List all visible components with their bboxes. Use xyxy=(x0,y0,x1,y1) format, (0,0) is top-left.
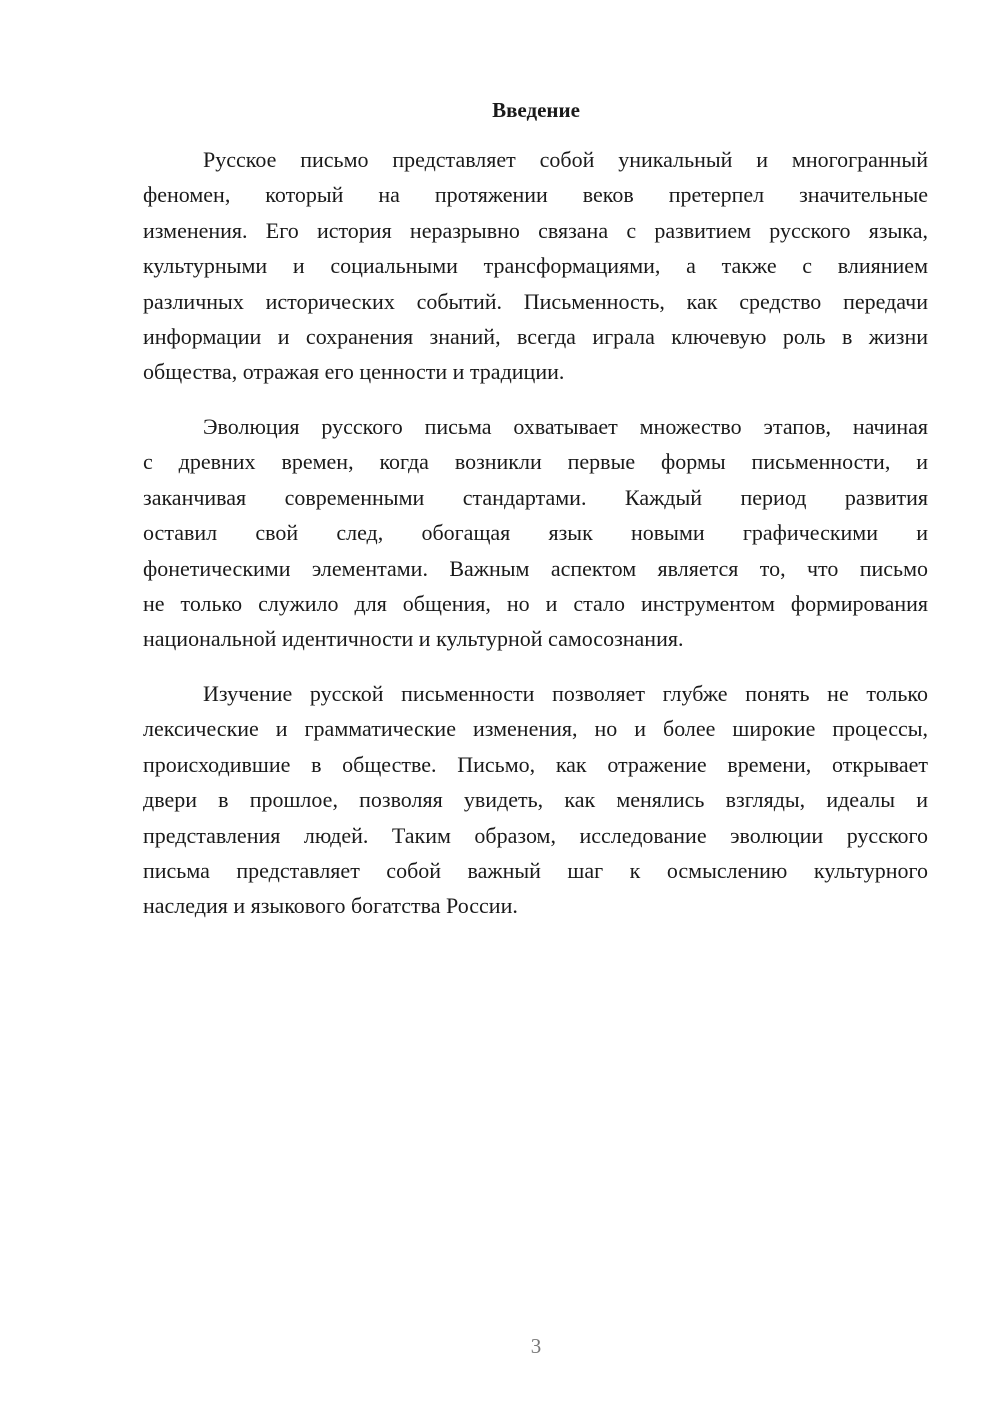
text-line: национальной идентичности и культурной самосознания. xyxy=(143,626,684,652)
paragraph-3 xyxy=(143,676,928,924)
text-line: Русское письмо представляет собой уникальный и многогранный xyxy=(203,147,928,172)
text-line: феномен, который на протяжении веков претерпел значительные xyxy=(143,182,928,208)
section-heading: Введение xyxy=(492,98,580,122)
text-line: заканчивая современными стандартами. Каждый период развития xyxy=(143,484,928,510)
text-line: различных исторических событий. Письменность, как средство передачи xyxy=(143,288,928,314)
text-line: представления людей. Таким образом, исследование эволюции русского xyxy=(143,822,928,848)
text-line: Эволюция русского письма охватывает множество этапов, начиная xyxy=(203,414,928,439)
text-line: Изучение русской письменности позволяет глубже понять не только xyxy=(203,681,928,706)
text-line: фонетическими элементами. Важным аспектом является то, что письмо xyxy=(143,555,928,581)
text-line: не только служило для общения, но и стало инструментом формирования xyxy=(143,590,928,616)
text-line: информации и сохранения знаний, всегда играла ключевую роль в жизни xyxy=(143,323,928,349)
text-line: оставил свой след, обогащая язык новыми графическими и xyxy=(143,520,928,546)
page-number: 3 xyxy=(530,1334,542,1358)
paragraph-1 xyxy=(143,142,928,390)
text-line: происходившие в обществе. Письмо, как отражение времени, открывает xyxy=(143,751,928,777)
text-line: наследия и языкового богатства России. xyxy=(143,893,518,919)
text-line: лексические и грамматические изменения, но и более широкие процессы, xyxy=(143,716,928,742)
text-line: общества, отражая его ценности и традиции. xyxy=(143,359,565,385)
text-line: культурными и социальными трансформациями, а также с влиянием xyxy=(143,253,928,279)
text-line: письма представляет собой важный шаг к осмыслению культурного xyxy=(143,857,928,883)
text-line: с древних времен, когда возникли первые формы письменности, и xyxy=(143,449,928,475)
text-line: двери в прошлое, позволяя увидеть, как менялись взгляды, идеалы и xyxy=(143,787,928,813)
paragraph-2 xyxy=(143,409,928,657)
text-line: изменения. Его история неразрывно связана с развитием русского языка, xyxy=(143,217,928,243)
